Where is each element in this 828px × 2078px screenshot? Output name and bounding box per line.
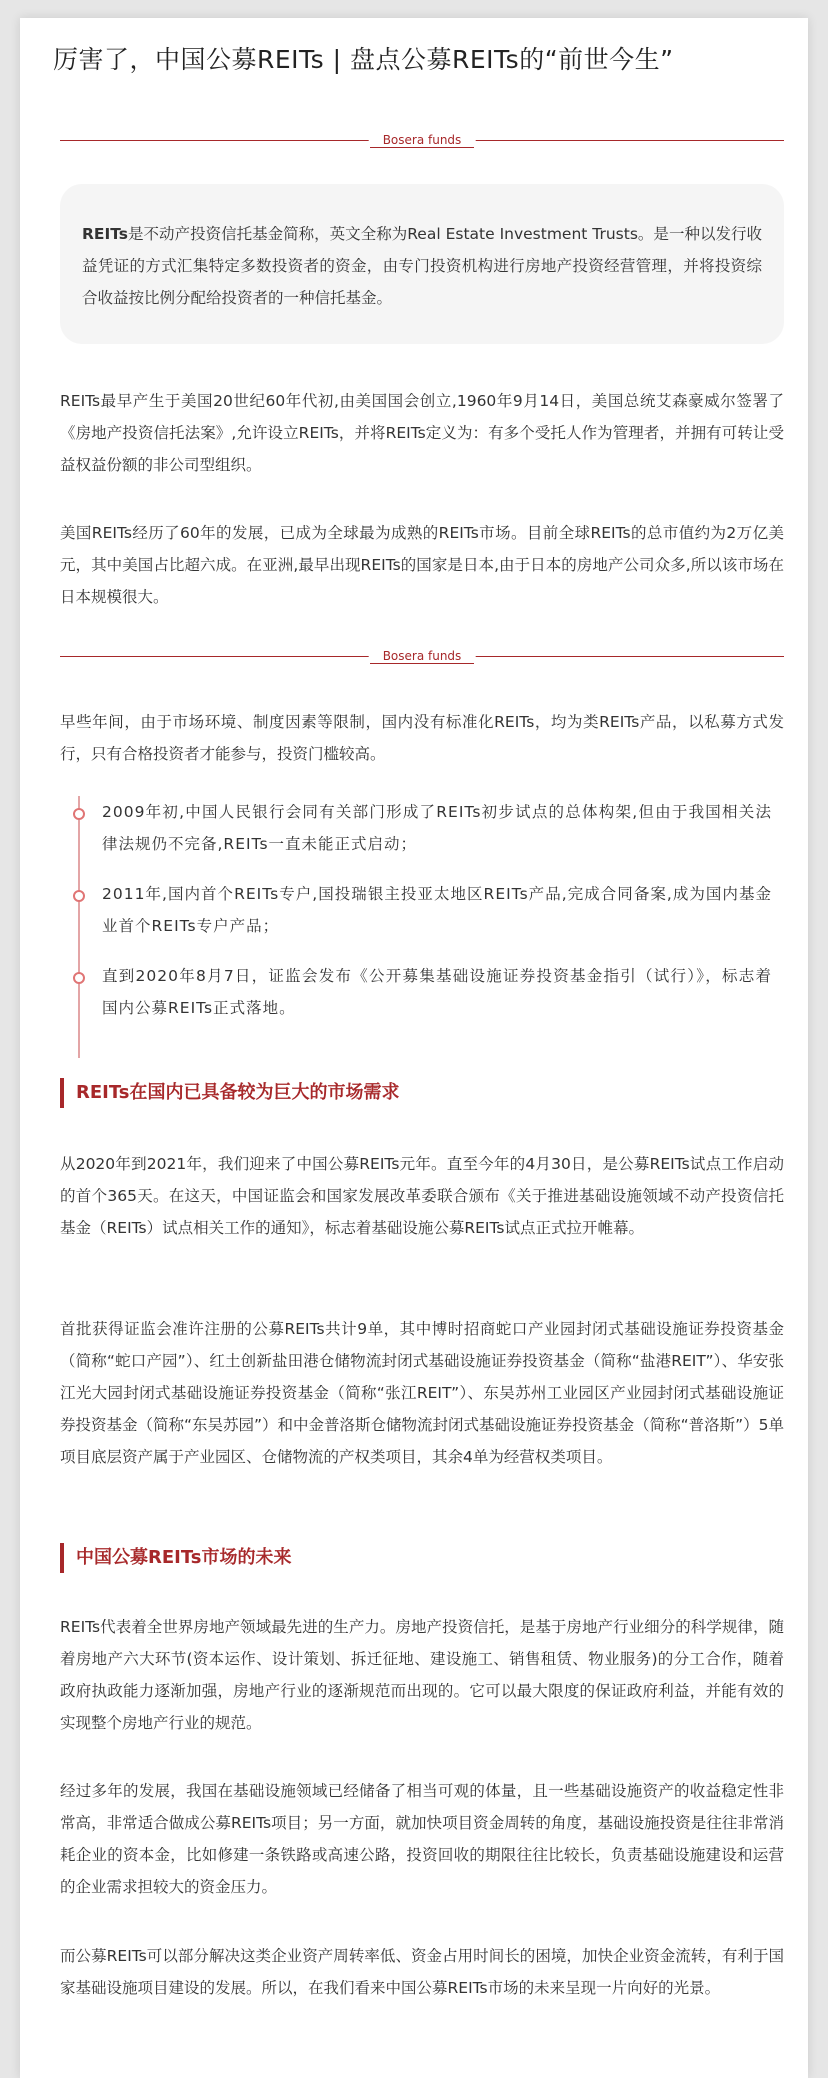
paragraph-reits-first-year: 从2020年到2021年，我们迎来了中国公募REITs元年。直至今年的4月30日，是公募REITs试点工作启动的首个365天。在这天，中国证监会和国家发展改革委联合颁布《关于推进基础设施领域不动产投资信托基金（REITs）试点相关工作的通知》，标志着基础设施公募REITs试点正式拉开帷幕。 <box>60 1155 784 1237</box>
timeline-dot <box>73 808 85 820</box>
paragraph-development: 经过多年的发展，我国在基础设施领域已经储备了相当可观的体量，且一些基础设施资产的收益稳定性非常高，非常适合做成公募REITs项目；另一方面，就加快项目资金周转的角度，基础设施投资是往往非常消耗企业的资本金，比如修建一条铁路或高速公路，投资回收的期限往往比较长，负责基础设施建设和运营的企业需求担较大的资金压力。 <box>60 1782 784 1896</box>
quote-bold-term: REITs <box>82 225 129 243</box>
quote-text: 是不动产投资信托基金简称，英文全称为Real Estate Investment Trusts。是一种以发行收益凭证的方式汇集特定多数投资者的资金，由专门投资机构进行房地产投资经营管理，并将投资综合收益按比例分配给投资者的一种信托基金。 <box>82 225 762 307</box>
timeline-line <box>78 796 80 1058</box>
timeline-dot <box>73 972 85 984</box>
paragraph-domestic-early: 早些年间，由于市场环境、制度因素等限制，国内没有标准化REITs，均为类REITs产品，以私募方式发行，只有合格投资者才能参与，投资门槛较高。 <box>60 713 784 763</box>
paragraph-origin: REITs最早产生于美国20世纪60年代初,由美国国会创立,1960年9月14日，美国总统艾森豪威尔签署了《房地产投资信托法案》,允许设立REITs，并将REITs定义为：有多个受托人作为管理者，并拥有可转让受益权益份额的非公司型组织。 <box>60 392 784 474</box>
section-heading: REITs在国内已具备较为巨大的市场需求 <box>60 1078 399 1108</box>
paragraph-first-batch: 首批获得证监会准许注册的公募REITs共计9单，其中博时招商蛇口产业园封闭式基础设施证券投资基金（简称“蛇口产园”）、红土创新盐田港仓储物流封闭式基础设施证券投资基金（简称“盐港REIT”）、华安张江光大园封闭式基础设施证券投资基金（简称“张江REIT”）、东吴苏州工业园区产业园封闭式基础设施证券投资基金（简称“东吴苏园”）和中金普洛斯仓储物流封闭式基础设施证券投资基金（简称“普洛斯”）5单项目底层资产属于产业园区、仓储物流的产权类项目，其余4单为经营权类项目。 <box>60 1320 784 1466</box>
divider-underline <box>370 663 474 664</box>
timeline-item: 2011年,国内首个REITs专户,国投瑞银主投亚太地区REITs产品,完成合同备案,成为国内基金业首个REITs专户产品； <box>102 885 772 935</box>
section-divider <box>60 132 784 148</box>
definition-quote-box <box>60 184 784 344</box>
paragraph-us-market: 美国REITs经历了60年的发展，已成为全球最为成熟的REITs市场。目前全球REITs的总市值约为2万亿美元，其中美国占比超六成。在亚洲,最早出现REITs的国家是日本,由于日本的房地产公司众多,所以该市场在日本规模很大。 <box>60 524 784 606</box>
timeline <box>78 796 784 1058</box>
article-card <box>20 18 808 2078</box>
paragraph-productivity: REITs代表着全世界房地产领域最先进的生产力。房地产投资信托，是基于房地产行业细分的科学规律，随着房地产六大环节(资本运作、设计策划、拆迁征地、建设施工、销售租赁、物业服务)的分工合作，随着政府执政能力逐渐加强，房地产行业的逐渐规范而出现的。它可以最大限度的保证政府利益，并能有效的实现整个房地产行业的规范。 <box>60 1618 784 1732</box>
divider-label: Bosera funds <box>369 132 476 148</box>
section-divider <box>60 648 784 664</box>
section-heading: 中国公募REITs市场的未来 <box>60 1543 291 1573</box>
timeline-dot <box>73 890 85 902</box>
divider-underline <box>370 147 474 148</box>
paragraph-outlook: 而公募REITs可以部分解决这类企业资产周转率低、资金占用时间长的困境，加快企业资金流转，有利于国家基础设施项目建设的发展。所以，在我们看来中国公募REITs市场的未来呈现一片向好的光景。 <box>60 1947 784 1997</box>
timeline-item: 直到2020年8月7日，证监会发布《公开募集基础设施证券投资基金指引（试行）》，标志着国内公募REITs正式落地。 <box>102 967 772 1017</box>
timeline-item: 2009年初,中国人民银行会同有关部门形成了REITs初步试点的总体构架,但由于我国相关法律法规仍不完备,REITs一直未能正式启动； <box>102 803 772 853</box>
article-title: 厉害了，中国公募REITs | 盘点公募REITs的“前世今生” <box>53 45 674 74</box>
divider-label: Bosera funds <box>369 648 476 664</box>
